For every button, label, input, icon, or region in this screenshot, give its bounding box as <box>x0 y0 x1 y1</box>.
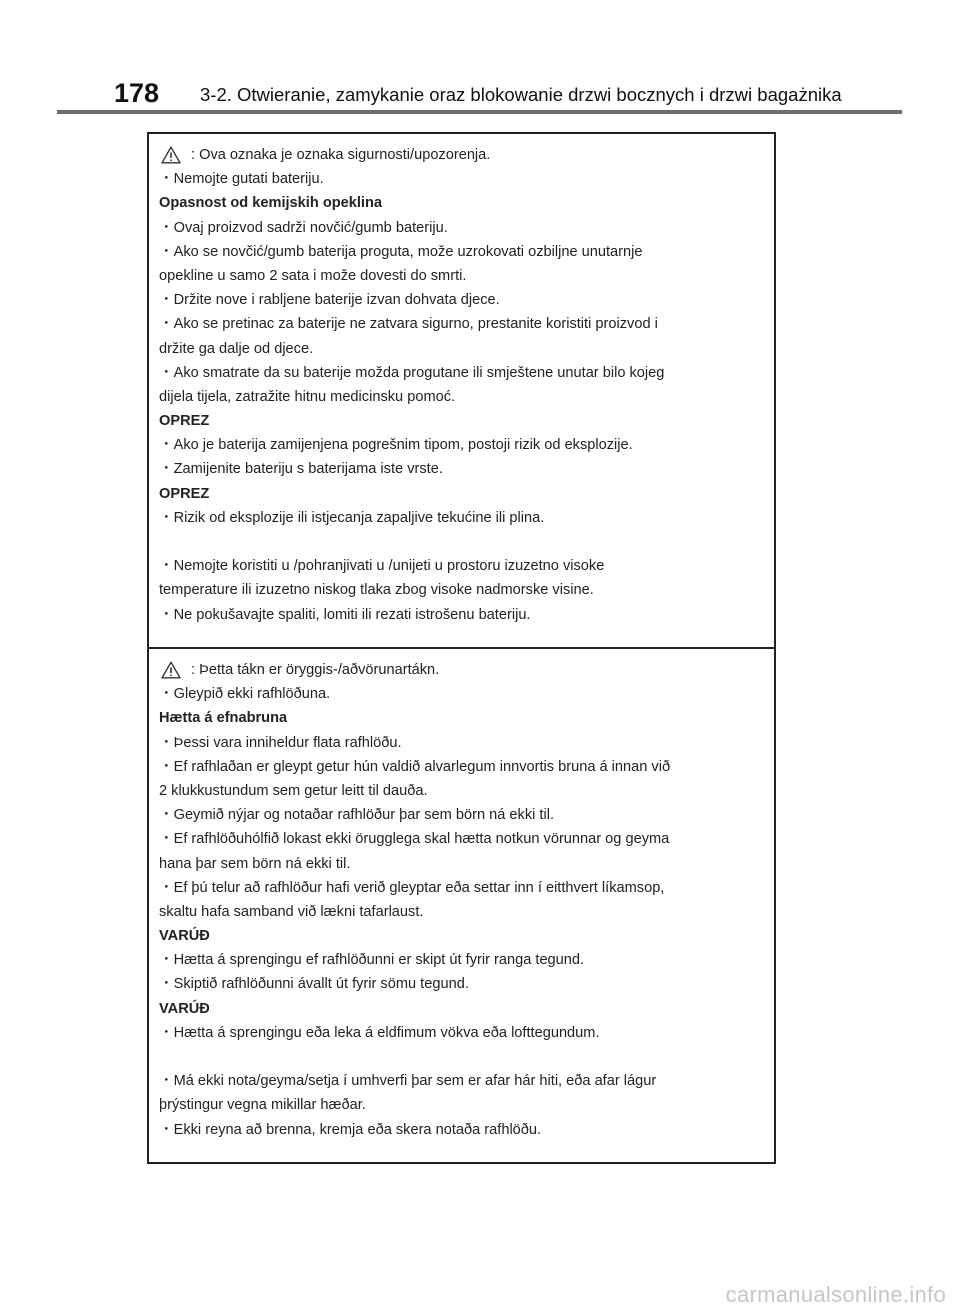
caution-heading: VARÚÐ <box>159 1000 210 1017</box>
warning-heading-line <box>159 143 766 167</box>
warning-line: hana þar sem börn ná ekki til. <box>159 855 351 872</box>
warning-line: ・Ako se novčić/gumb baterija proguta, može uzrokovati ozbiljne unutarnje <box>159 243 643 260</box>
warning-line: ・Ako smatrate da su baterije možda progutane ili smještene unutar bilo kojeg <box>159 364 665 381</box>
warning-line: skaltu hafa samband við lækni tafarlaust. <box>159 903 424 920</box>
warning-line: temperature ili izuzetno niskog tlaka zbog visoke nadmorske visine. <box>159 582 594 599</box>
blank-line <box>159 1045 766 1069</box>
warning-line: ・Nemojte koristiti u /pohranjivati u /unijeti u prostoru izuzetno visoke <box>159 558 605 575</box>
warning-line: ・Ako se pretinac za baterije ne zatvara sigurno, prestanite koristiti proizvod i <box>159 316 658 333</box>
warning-line: 2 klukkustundum sem getur leitt til dauða. <box>159 782 428 799</box>
warning-line: ・Ef rafhlaðan er gleypt getur hún valdið alvarlegum innvortis bruna á innan við <box>159 758 671 775</box>
page-number: 178 <box>114 78 160 108</box>
warning-line: ・Ekki reyna að brenna, kremja eða skera notaða rafhlöðu. <box>159 1121 542 1138</box>
warning-triangle-icon <box>161 146 181 164</box>
warning-line: þrýstingur vegna mikillar hæðar. <box>159 1097 366 1114</box>
warning-line: ・Ne pokušavajte spaliti, lomiti ili rezati istrošenu bateriju. <box>159 606 531 623</box>
warning-line: ・Ef þú telur að rafhlöður hafi verið gleyptar eða settar inn í eitthvert líkamsop, <box>159 879 665 896</box>
warning-line: ・Má ekki nota/geyma/setja í umhverfi þar sem er afar hár hiti, eða afar lágur <box>159 1073 657 1090</box>
warning-line: držite ga dalje od djece. <box>159 340 314 357</box>
warning-heading-line <box>159 658 766 682</box>
warning-line: ・Zamijenite bateriju s baterijama iste vrste. <box>159 461 443 478</box>
warning-line: ・Geymið nýjar og notaðar rafhlöður þar sem börn ná ekki til. <box>159 807 555 824</box>
warning-box-icelandic <box>147 647 776 1164</box>
warning-box-content <box>159 143 766 627</box>
warning-box-content <box>159 658 766 1142</box>
page-header <box>0 0 960 112</box>
warning-line: dijela tijela, zatražite hitnu medicinsku pomoć. <box>159 388 456 405</box>
warning-line: opekline u samo 2 sata i može dovesti do smrti. <box>159 267 467 284</box>
blank-line <box>159 530 766 554</box>
header-divider <box>57 110 902 114</box>
warning-symbol-explanation: : Ova oznaka je oznaka sigurnosti/upozorenja. <box>191 147 491 163</box>
warning-box-croatian <box>147 132 776 649</box>
warning-line: ・Rizik od eksplozije ili istjecanja zapaljive tekućine ili plina. <box>159 509 545 526</box>
warning-line: ・Ovaj proizvod sadrži novčić/gumb bateriju. <box>159 219 448 236</box>
warning-line: ・Hætta á sprengingu ef rafhlöðunni er skipt út fyrir ranga tegund. <box>159 952 585 969</box>
section-title: 3-2. Otwieranie, zamykanie oraz blokowanie drzwi bocznych i drzwi bagażnika <box>200 84 842 105</box>
warning-symbol-explanation: : Þetta tákn er öryggis-/aðvörunartákn. <box>191 662 440 678</box>
warning-line: ・Nemojte gutati bateriju. <box>159 171 324 188</box>
caution-heading: OPREZ <box>159 413 210 430</box>
warning-line: ・Ako je baterija zamijenjena pogrešnim tipom, postoji rizik od eksplozije. <box>159 437 633 454</box>
caution-heading: OPREZ <box>159 485 210 502</box>
caution-heading: VARÚÐ <box>159 928 210 945</box>
warning-line: ・Držite nove i rabljene baterije izvan dohvata djece. <box>159 292 500 309</box>
warning-subheading: Hætta á efnabruna <box>159 710 288 727</box>
warning-line: ・Hætta á sprengingu eða leka á eldfimum vökva eða lofttegundum. <box>159 1024 600 1041</box>
warning-line: ・Skiptið rafhlöðunni ávallt út fyrir sömu tegund. <box>159 976 469 993</box>
warning-subheading: Opasnost od kemijskih opeklina <box>159 195 383 212</box>
watermark-text: carmanualsonline.info <box>725 1282 946 1307</box>
warning-line: ・Ef rafhlöðuhólfið lokast ekki örugglega skal hætta notkun vörunnar og geyma <box>159 831 670 848</box>
warning-line: ・Þessi vara inniheldur flata rafhlöðu. <box>159 734 402 751</box>
warning-line: ・Gleypið ekki rafhlöðuna. <box>159 686 331 703</box>
warning-triangle-icon <box>161 661 181 679</box>
